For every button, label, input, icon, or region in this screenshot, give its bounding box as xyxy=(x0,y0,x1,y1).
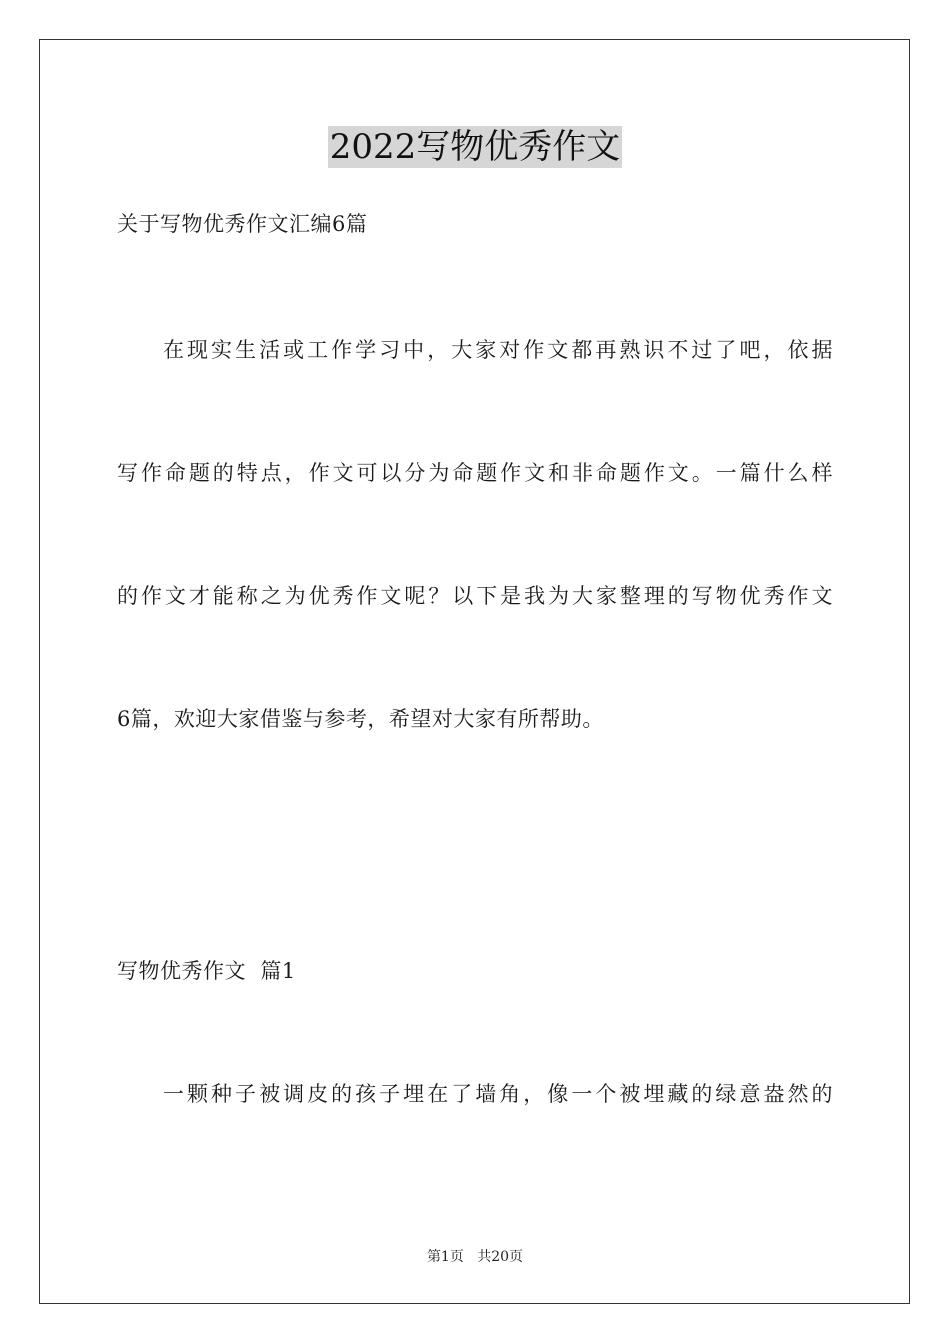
page-footer xyxy=(0,1248,950,1266)
intro-line-2: 写作命题的特点，作文可以分为命题作文和非命题作文。一篇什么样 xyxy=(117,461,833,485)
title-wrap xyxy=(0,126,950,168)
document-subtitle: 关于写物优秀作文汇编6篇 xyxy=(117,212,368,236)
intro-line-4: 6篇，欢迎大家借鉴与参考，希望对大家有所帮助。 xyxy=(117,707,604,731)
section-1-line-1: 一颗种子被调皮的孩子埋在了墙角，像一个被埋藏的绿意盎然的 xyxy=(163,1082,833,1106)
intro-line-3: 的作文才能称之为优秀作文呢？以下是我为大家整理的写物优秀作文 xyxy=(117,584,833,608)
document-title: 2022写物优秀作文 xyxy=(329,127,621,167)
section-1-heading: 写物优秀作文 篇1 xyxy=(117,959,296,983)
page-total: 共20页 xyxy=(477,1249,524,1265)
page-number: 第1页 xyxy=(426,1249,464,1265)
intro-line-1: 在现实生活或工作学习中，大家对作文都再熟识不过了吧，依据 xyxy=(163,338,833,362)
footer-gap xyxy=(464,1249,477,1265)
